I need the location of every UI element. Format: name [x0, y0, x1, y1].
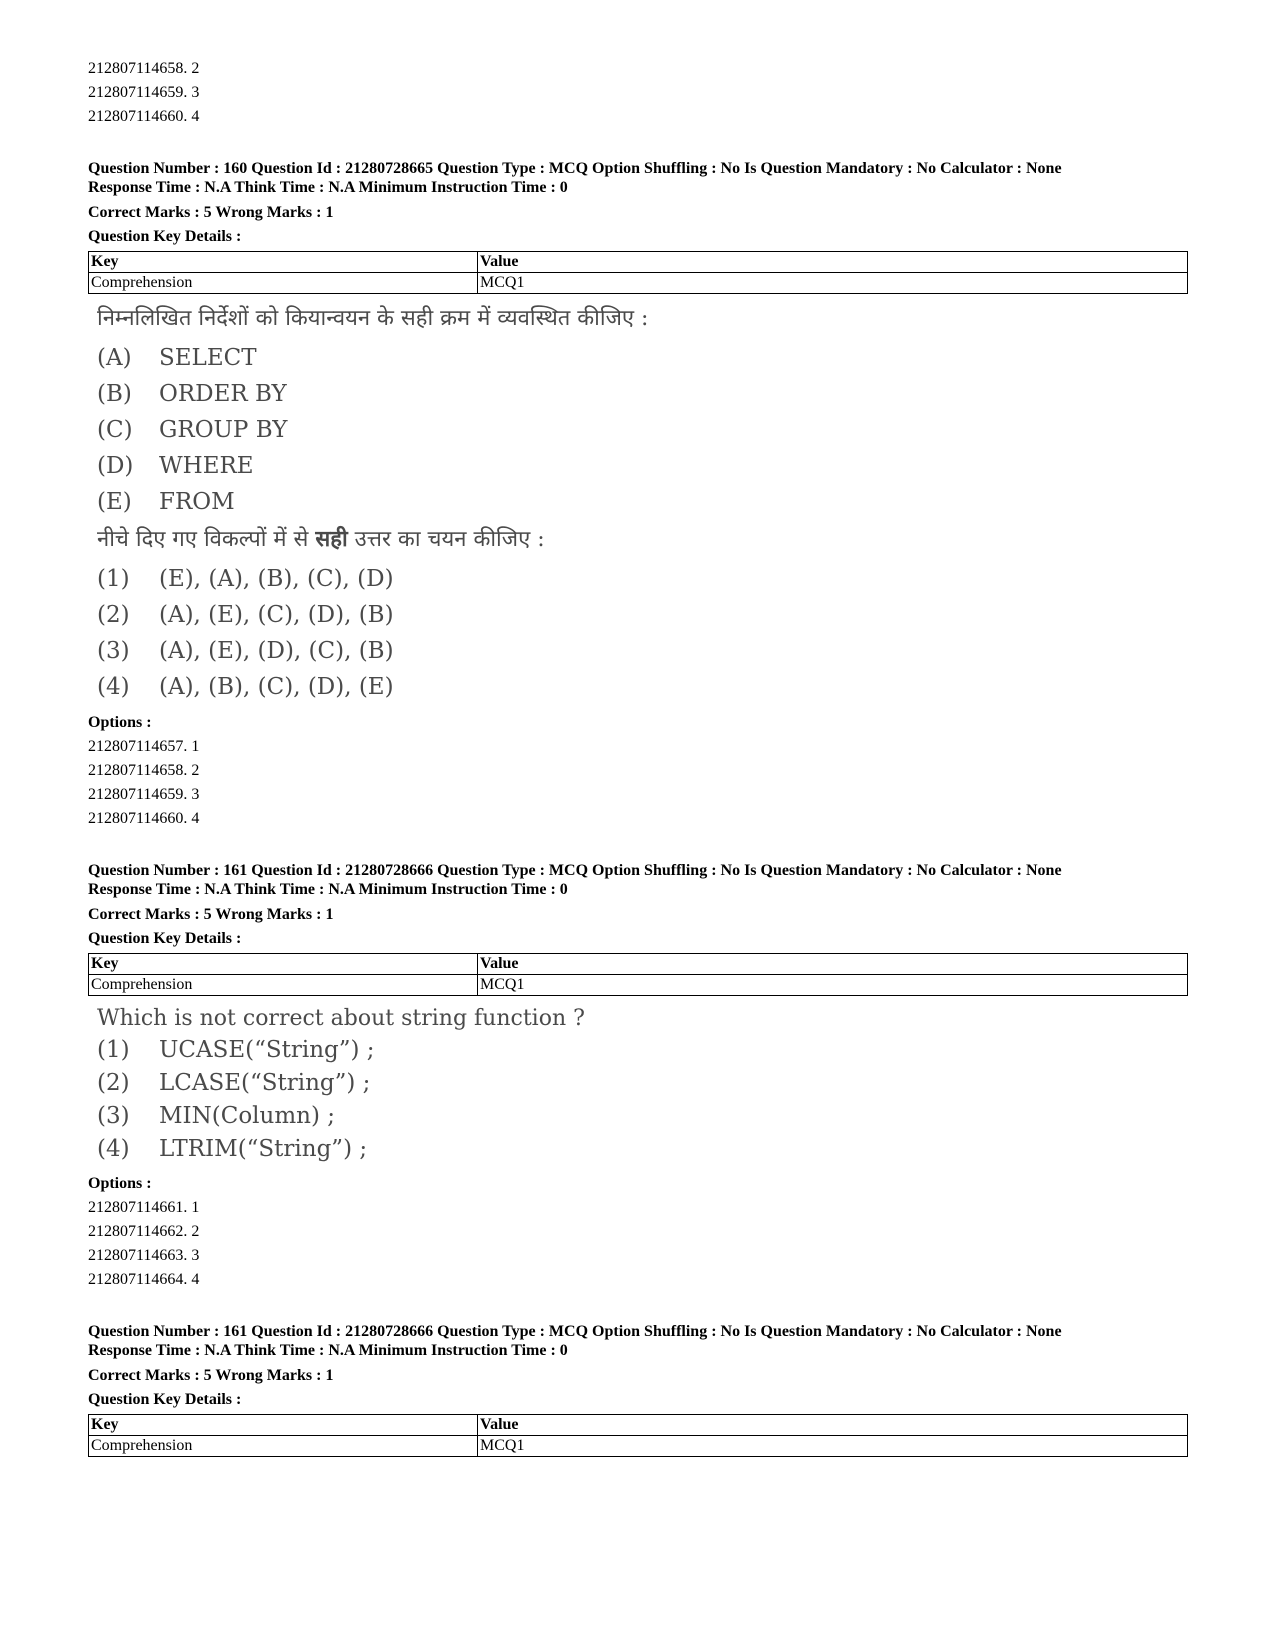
- answer-choice: (4) LTRIM(“String”) ;: [97, 1136, 368, 1162]
- option-line: 212807114659. 3: [88, 786, 200, 803]
- option-line: 212807114663. 3: [88, 1247, 200, 1264]
- key-cell: Comprehension: [89, 1436, 478, 1457]
- question-image-160: [88, 304, 1188, 705]
- marks-line: Correct Marks : 5 Wrong Marks : 1: [88, 1367, 334, 1384]
- key-details-label: Question Key Details :: [88, 1391, 242, 1408]
- answer-choice: (1) (E), (A), (B), (C), (D): [97, 566, 394, 592]
- question-timing-line: Response Time : N.A Think Time : N.A Minimum Instruction Time : 0: [88, 179, 568, 196]
- choose-instruction: नीचे दिए गए विकल्पों में से सही उत्तर का चयन कीजिए :: [97, 526, 545, 552]
- key-details-label: Question Key Details :: [88, 930, 242, 947]
- options-title: Options :: [88, 1175, 152, 1192]
- answer-choice: (1) UCASE(“String”) ;: [97, 1037, 375, 1063]
- question-block-161: [88, 861, 1188, 1292]
- question-timing-line: Response Time : N.A Think Time : N.A Minimum Instruction Time : 0: [88, 881, 568, 898]
- answer-choice: (4) (A), (B), (C), (D), (E): [97, 674, 394, 700]
- key-header: Key: [89, 252, 478, 273]
- value-header: Value: [478, 954, 1188, 975]
- marks-line: Correct Marks : 5 Wrong Marks : 1: [88, 906, 334, 923]
- value-cell: MCQ1: [478, 1436, 1188, 1457]
- option-line: 212807114659. 3: [88, 84, 200, 101]
- value-header: Value: [478, 252, 1188, 273]
- previous-options-list: [88, 57, 1188, 129]
- answer-choice: (3) (A), (E), (D), (C), (B): [97, 638, 394, 664]
- answer-choice: (3) MIN(Column) ;: [97, 1103, 336, 1129]
- marks-line: Correct Marks : 5 Wrong Marks : 1: [88, 204, 334, 221]
- question-meta-line: Question Number : 161 Question Id : 21280728666 Question Type : MCQ Option Shuffling : No Is Question Mandatory : No Calculator : None: [88, 1323, 1062, 1340]
- key-header: Key: [89, 954, 478, 975]
- answer-choice: (2) (A), (E), (C), (D), (B): [97, 602, 394, 628]
- key-details-label: Question Key Details :: [88, 228, 242, 245]
- sequence-item: (D) WHERE: [97, 453, 254, 479]
- key-cell: Comprehension: [89, 975, 478, 996]
- value-header: Value: [478, 1415, 1188, 1436]
- answer-choice: (2) LCASE(“String”) ;: [97, 1070, 371, 1096]
- question-meta-line: Question Number : 160 Question Id : 21280728665 Question Type : MCQ Option Shuffling : No Is Question Mandatory : No Calculator : None: [88, 160, 1062, 177]
- key-details-table: [88, 251, 1188, 294]
- question-meta-line: Question Number : 161 Question Id : 21280728666 Question Type : MCQ Option Shuffling : No Is Question Mandatory : No Calculator : None: [88, 862, 1062, 879]
- key-cell: Comprehension: [89, 273, 478, 294]
- key-details-table: [88, 1414, 1188, 1457]
- question-timing-line: Response Time : N.A Think Time : N.A Minimum Instruction Time : 0: [88, 1342, 568, 1359]
- option-line: 212807114664. 4: [88, 1271, 200, 1288]
- question-block-160: [88, 159, 1188, 831]
- option-line: 212807114658. 2: [88, 60, 200, 77]
- sequence-item: (C) GROUP BY: [97, 417, 288, 443]
- key-details-table: [88, 953, 1188, 996]
- sequence-item: (E) FROM: [97, 489, 235, 515]
- key-header: Key: [89, 1415, 478, 1436]
- option-line: 212807114658. 2: [88, 762, 200, 779]
- options-title: Options :: [88, 714, 152, 731]
- option-line: 212807114660. 4: [88, 108, 200, 125]
- document-page: [88, 57, 1188, 1457]
- value-cell: MCQ1: [478, 975, 1188, 996]
- option-line: 212807114657. 1: [88, 738, 200, 755]
- option-line: 212807114661. 1: [88, 1199, 200, 1216]
- option-line: 212807114662. 2: [88, 1223, 200, 1240]
- sequence-item: (A) SELECT: [97, 345, 257, 371]
- question-text: Which is not correct about string function ?: [97, 1006, 585, 1031]
- question-intro: निम्नलिखित निर्देशों को कियान्वयन के सही क्रम में व्यवस्थित कीजिए :: [97, 306, 649, 331]
- question-image-161: [88, 1004, 1188, 1166]
- sequence-item: (B) ORDER BY: [97, 381, 287, 407]
- question-block-161-repeat: [88, 1322, 1188, 1457]
- value-cell: MCQ1: [478, 273, 1188, 294]
- option-line: 212807114660. 4: [88, 810, 200, 827]
